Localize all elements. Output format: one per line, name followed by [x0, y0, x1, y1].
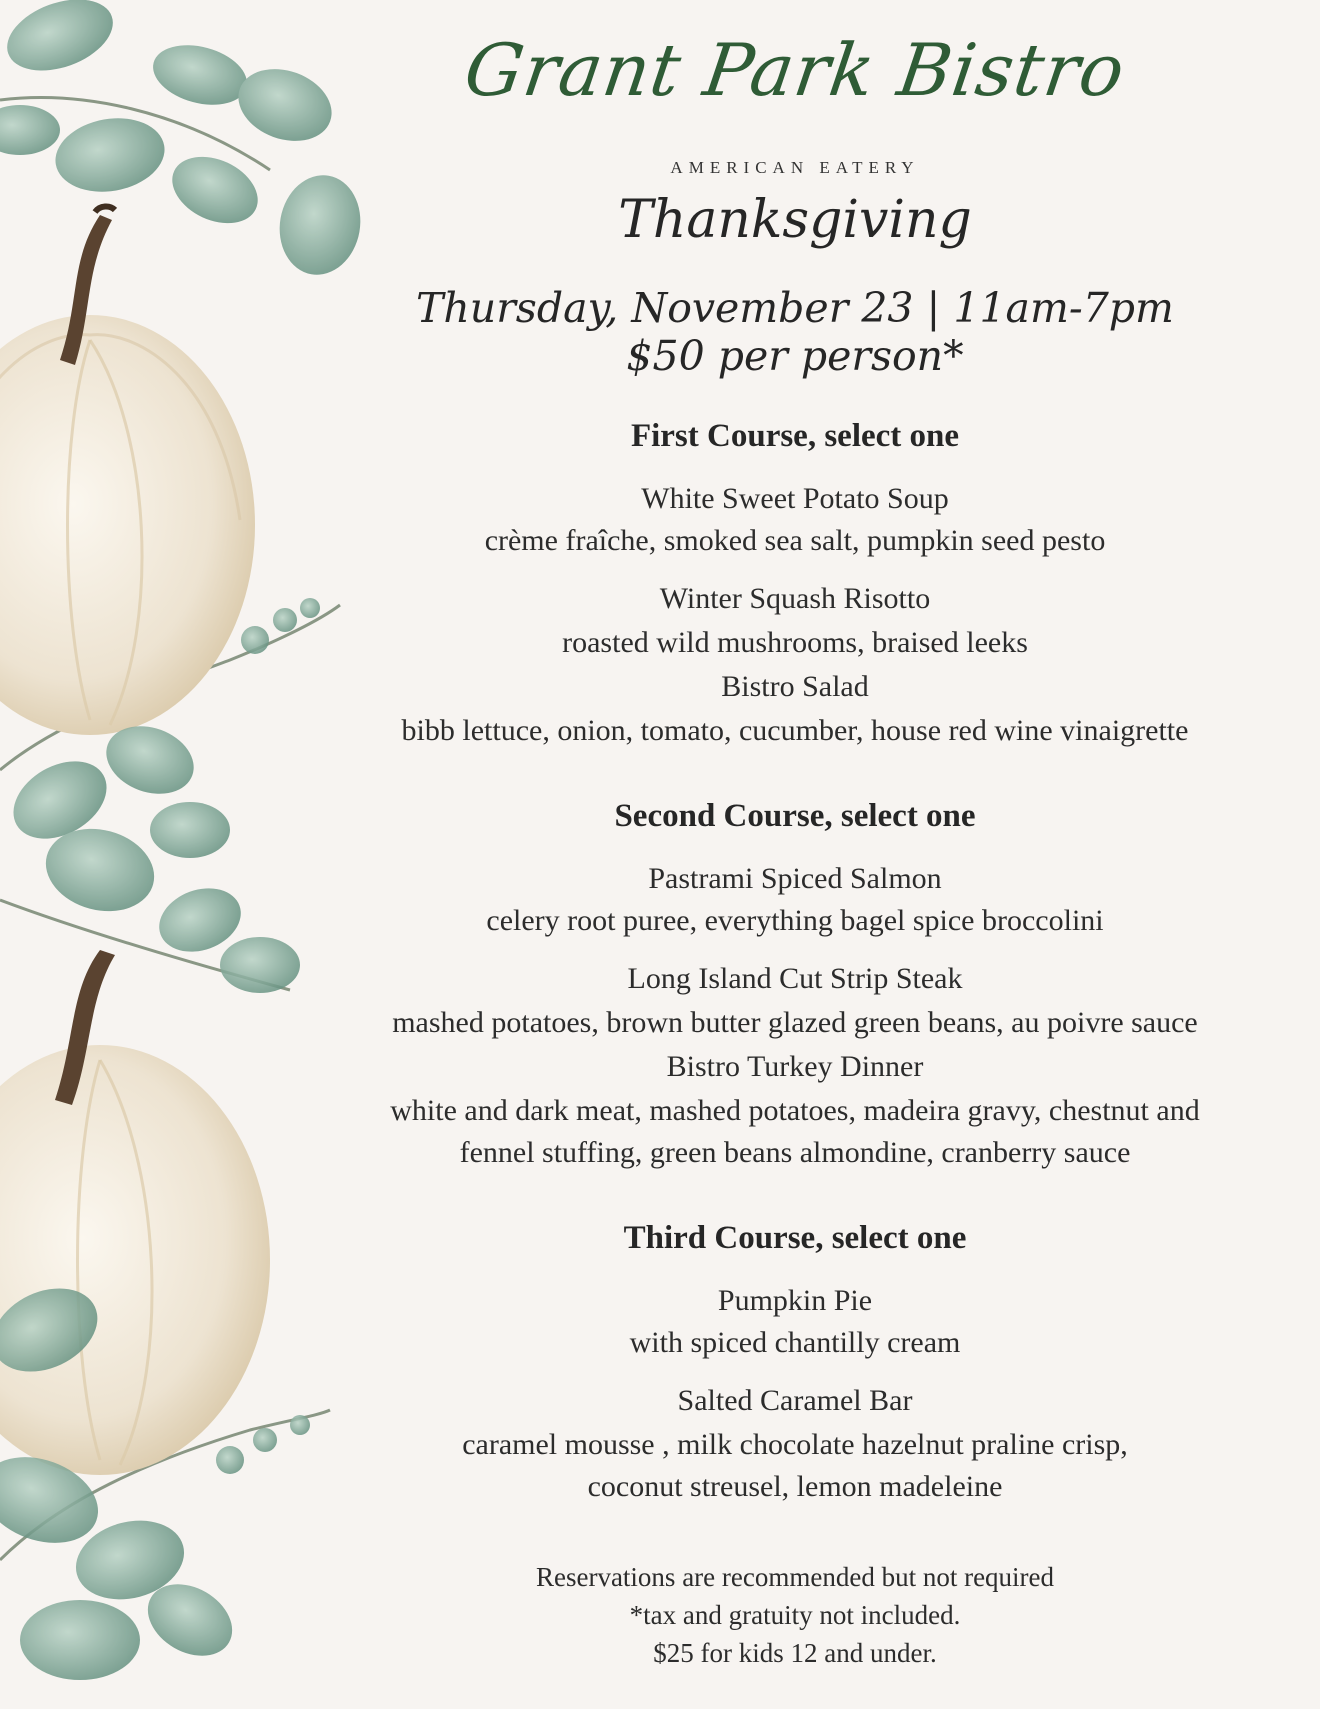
menu-item-name: Pastrami Spiced Salmon — [648, 862, 942, 895]
menu-item-name: Winter Squash Risotto — [659, 582, 931, 615]
menu-item-description: crème fraîche, smoked sea salt, pumpkin seed pesto — [484, 524, 1106, 557]
course-heading: Second Course, select one — [614, 798, 976, 834]
reservations-note: Reservations are recommended but not required — [535, 1562, 1055, 1592]
course-heading: First Course, select one — [630, 418, 960, 454]
tax-note: *tax and gratuity not included. — [629, 1600, 961, 1630]
menu-item-description: coconut streusel, lemon madeleine — [587, 1470, 1003, 1503]
course-heading: Third Course, select one — [623, 1220, 967, 1256]
kids-price-note: $25 for kids 12 and under. — [653, 1638, 937, 1668]
restaurant-logo: Grant Park Bistro — [459, 28, 1131, 112]
menu-item-description: caramel mousse , milk chocolate hazelnut praline crisp, — [462, 1428, 1128, 1461]
menu-item-description: fennel stuffing, green beans almondine, cranberry sauce — [459, 1136, 1131, 1169]
menu-item-description: bibb lettuce, onion, tomato, cucumber, house red wine vinaigrette — [401, 714, 1189, 747]
event-title: Thanksgiving — [618, 190, 972, 250]
menu-item-name: Salted Caramel Bar — [677, 1384, 913, 1417]
menu-item-name: Bistro Salad — [721, 670, 869, 703]
event-date: Thursday, November 23 | 11am-7pm — [416, 284, 1174, 332]
menu-item-name: Pumpkin Pie — [717, 1284, 873, 1317]
event-price: $50 per person* — [626, 332, 964, 380]
menu-item-description: white and dark meat, mashed potatoes, madeira gravy, chestnut and — [390, 1094, 1200, 1127]
menu-item-name: White Sweet Potato Soup — [641, 482, 949, 515]
menu-item-description: with spiced chantilly cream — [629, 1326, 961, 1359]
menu-item-description: roasted wild mushrooms, braised leeks — [562, 626, 1028, 659]
menu-item-name: Bistro Turkey Dinner — [666, 1050, 924, 1083]
menu-item-description: celery root puree, everything bagel spice broccolini — [486, 904, 1104, 937]
tagline: AMERICAN EATERY — [670, 158, 920, 177]
menu-item-description: mashed potatoes, brown butter glazed green beans, au poivre sauce — [392, 1006, 1198, 1039]
menu-item-name: Long Island Cut Strip Steak — [627, 962, 963, 995]
